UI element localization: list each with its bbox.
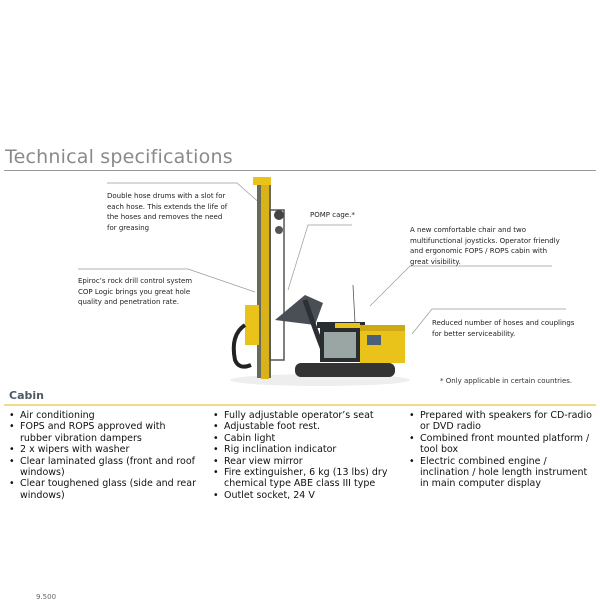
section-divider <box>4 404 596 406</box>
spec-item: • FOPS and ROPS approved with rubber vibration dampers <box>8 421 198 444</box>
callout-cop-logic: Epiroc’s rock drill control system COP Logic brings you great hole quality and penetration rate. <box>78 277 193 306</box>
spec-list-column-2 <box>212 410 402 501</box>
callout-hose-drums: Double hose drums with a slot for each hose. This extends the life of the hoses and removes the need for greasing <box>107 192 228 232</box>
section-heading-cabin: Cabin <box>9 389 44 402</box>
spec-item: • Fully adjustable operator’s seat <box>212 410 402 421</box>
callout-cabin-chair: A new comfortable chair and two multifunctional joysticks. Operator friendly and ergonomic FOPS / ROPS cabin with great visibility. <box>410 226 560 266</box>
spec-item: • Outlet socket, 24 V <box>212 490 402 501</box>
page-number: 9.500 <box>36 593 57 601</box>
spec-item: • Air conditioning <box>8 410 198 421</box>
spec-item: • Clear toughened glass (side and rear windows) <box>8 478 198 501</box>
spec-item: • Rear view mirror <box>212 456 402 467</box>
callout-hoses-couplings: Reduced number of hoses and couplings for better serviceability. <box>432 319 575 338</box>
spec-item: • Adjustable foot rest. <box>212 421 402 432</box>
drill-rig-image <box>225 175 415 390</box>
spec-item: • Clear laminated glass (front and roof windows) <box>8 456 198 479</box>
spec-item: • Fire extinguisher, 6 kg (13 lbs) dry chemical type ABE class III type <box>212 467 402 490</box>
spec-item: • Cabin light <box>212 433 402 444</box>
spec-item: • Combined front mounted platform / tool box <box>408 433 598 456</box>
spec-list-column-1 <box>8 410 198 501</box>
callout-pomp-cage: POMP cage.* <box>310 211 355 219</box>
spec-item: • Rig inclination indicator <box>212 444 402 455</box>
footnote: * Only applicable in certain countries. <box>440 377 573 385</box>
page-title: Technical specifications <box>5 146 233 168</box>
spec-item: • Electric combined engine / inclination / hole length instrument in main computer display <box>408 456 598 490</box>
spec-item: • Prepared with speakers for CD-radio or DVD radio <box>408 410 598 433</box>
spec-list-column-3 <box>408 410 598 490</box>
spec-item: • 2 x wipers with washer <box>8 444 198 455</box>
